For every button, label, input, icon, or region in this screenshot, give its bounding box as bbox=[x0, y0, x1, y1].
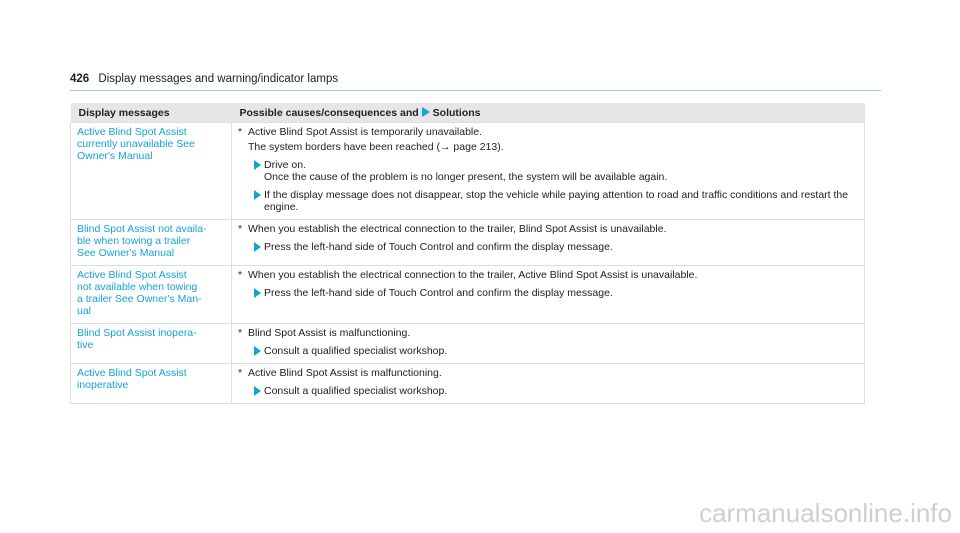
table-row bbox=[71, 364, 865, 404]
cause bbox=[238, 269, 858, 281]
message-cell bbox=[71, 220, 232, 266]
solution-step bbox=[238, 345, 858, 357]
message-cell bbox=[71, 266, 232, 324]
asterisk-icon: * bbox=[238, 223, 243, 235]
asterisk-icon: * bbox=[238, 327, 243, 339]
cause-text: When you establish the electrical connection to the trailer, Blind Spot Assist is unavailable. bbox=[248, 223, 667, 235]
arrow-icon bbox=[254, 386, 261, 396]
column-header-label: Display messages bbox=[78, 106, 170, 119]
solution-cell bbox=[232, 266, 865, 324]
arrow-icon bbox=[422, 107, 430, 117]
solution-step bbox=[238, 159, 858, 183]
solution-cell bbox=[232, 220, 865, 266]
cause-text: Blind Spot Assist is malfunctioning. bbox=[248, 327, 411, 339]
cause bbox=[238, 126, 858, 138]
arrow-icon bbox=[254, 190, 261, 200]
solution-cell bbox=[232, 123, 865, 220]
step-text: Drive on. Once the cause of the problem is no longer present, the system will be available again. bbox=[264, 159, 668, 183]
arrow-icon bbox=[254, 288, 261, 298]
solution-step bbox=[238, 241, 858, 253]
asterisk-icon: * bbox=[238, 269, 243, 281]
step-text: If the display message does not disappear, stop the vehicle while paying attention to road and traffic conditions and restart the engine. bbox=[264, 189, 849, 213]
column-header-label: Possible causes/consequences and bbox=[239, 106, 419, 119]
section-title: Display messages and warning/indicator lamps bbox=[98, 73, 339, 85]
message-cell bbox=[71, 324, 232, 364]
cause bbox=[238, 367, 858, 379]
column-header-label: Solutions bbox=[432, 106, 481, 119]
page-number: 426 bbox=[70, 73, 90, 85]
cause-text: When you establish the electrical connection to the trailer, Active Blind Spot Assist is unavailable. bbox=[248, 269, 698, 281]
asterisk-icon: * bbox=[238, 367, 243, 379]
display-messages-table bbox=[70, 103, 865, 404]
arrow-icon bbox=[254, 242, 261, 252]
cause-note-text: The system borders have been reached (→ page 213). bbox=[248, 141, 504, 153]
step-text: Consult a qualified specialist workshop. bbox=[264, 345, 448, 357]
header-divider bbox=[70, 90, 881, 91]
solution-step bbox=[238, 189, 858, 213]
page-header bbox=[70, 73, 338, 85]
display-message: Blind Spot Assist inopera- tive bbox=[77, 327, 197, 351]
solution-cell bbox=[232, 324, 865, 364]
cause bbox=[238, 223, 858, 235]
table-row bbox=[71, 324, 865, 364]
step-text: Press the left-hand side of Touch Control and confirm the display message. bbox=[264, 241, 613, 253]
asterisk-icon: * bbox=[238, 126, 243, 138]
step-text: Press the left-hand side of Touch Control and confirm the display message. bbox=[264, 287, 613, 299]
message-cell bbox=[71, 123, 232, 220]
solution-step bbox=[238, 287, 858, 299]
arrow-icon bbox=[254, 160, 261, 170]
table-row bbox=[71, 266, 865, 324]
display-message: Active Blind Spot Assist currently unavailable See Owner's Manual bbox=[77, 126, 195, 162]
display-message: Blind Spot Assist not availa- ble when towing a trailer See Owner's Manual bbox=[77, 223, 207, 259]
table-row bbox=[71, 123, 865, 220]
solution-step bbox=[238, 385, 858, 397]
cause-text: Active Blind Spot Assist is temporarily unavailable. bbox=[248, 126, 483, 138]
column-header-causes-solutions bbox=[232, 103, 865, 123]
table-header-row bbox=[71, 103, 865, 123]
display-message: Active Blind Spot Assist not available when towing a trailer See Owner's Man- ual bbox=[77, 269, 202, 317]
step-text: Consult a qualified specialist workshop. bbox=[264, 385, 448, 397]
arrow-icon bbox=[254, 346, 261, 356]
column-header-display-messages bbox=[71, 103, 232, 123]
display-message: Active Blind Spot Assist inoperative bbox=[77, 367, 187, 391]
solution-cell bbox=[232, 364, 865, 404]
message-cell bbox=[71, 364, 232, 404]
cause bbox=[238, 327, 858, 339]
watermark: carmanualsonline.info bbox=[699, 498, 952, 528]
table-row bbox=[71, 220, 865, 266]
cause-text: Active Blind Spot Assist is malfunctioning. bbox=[248, 367, 442, 379]
cause-note[interactable] bbox=[238, 141, 858, 153]
